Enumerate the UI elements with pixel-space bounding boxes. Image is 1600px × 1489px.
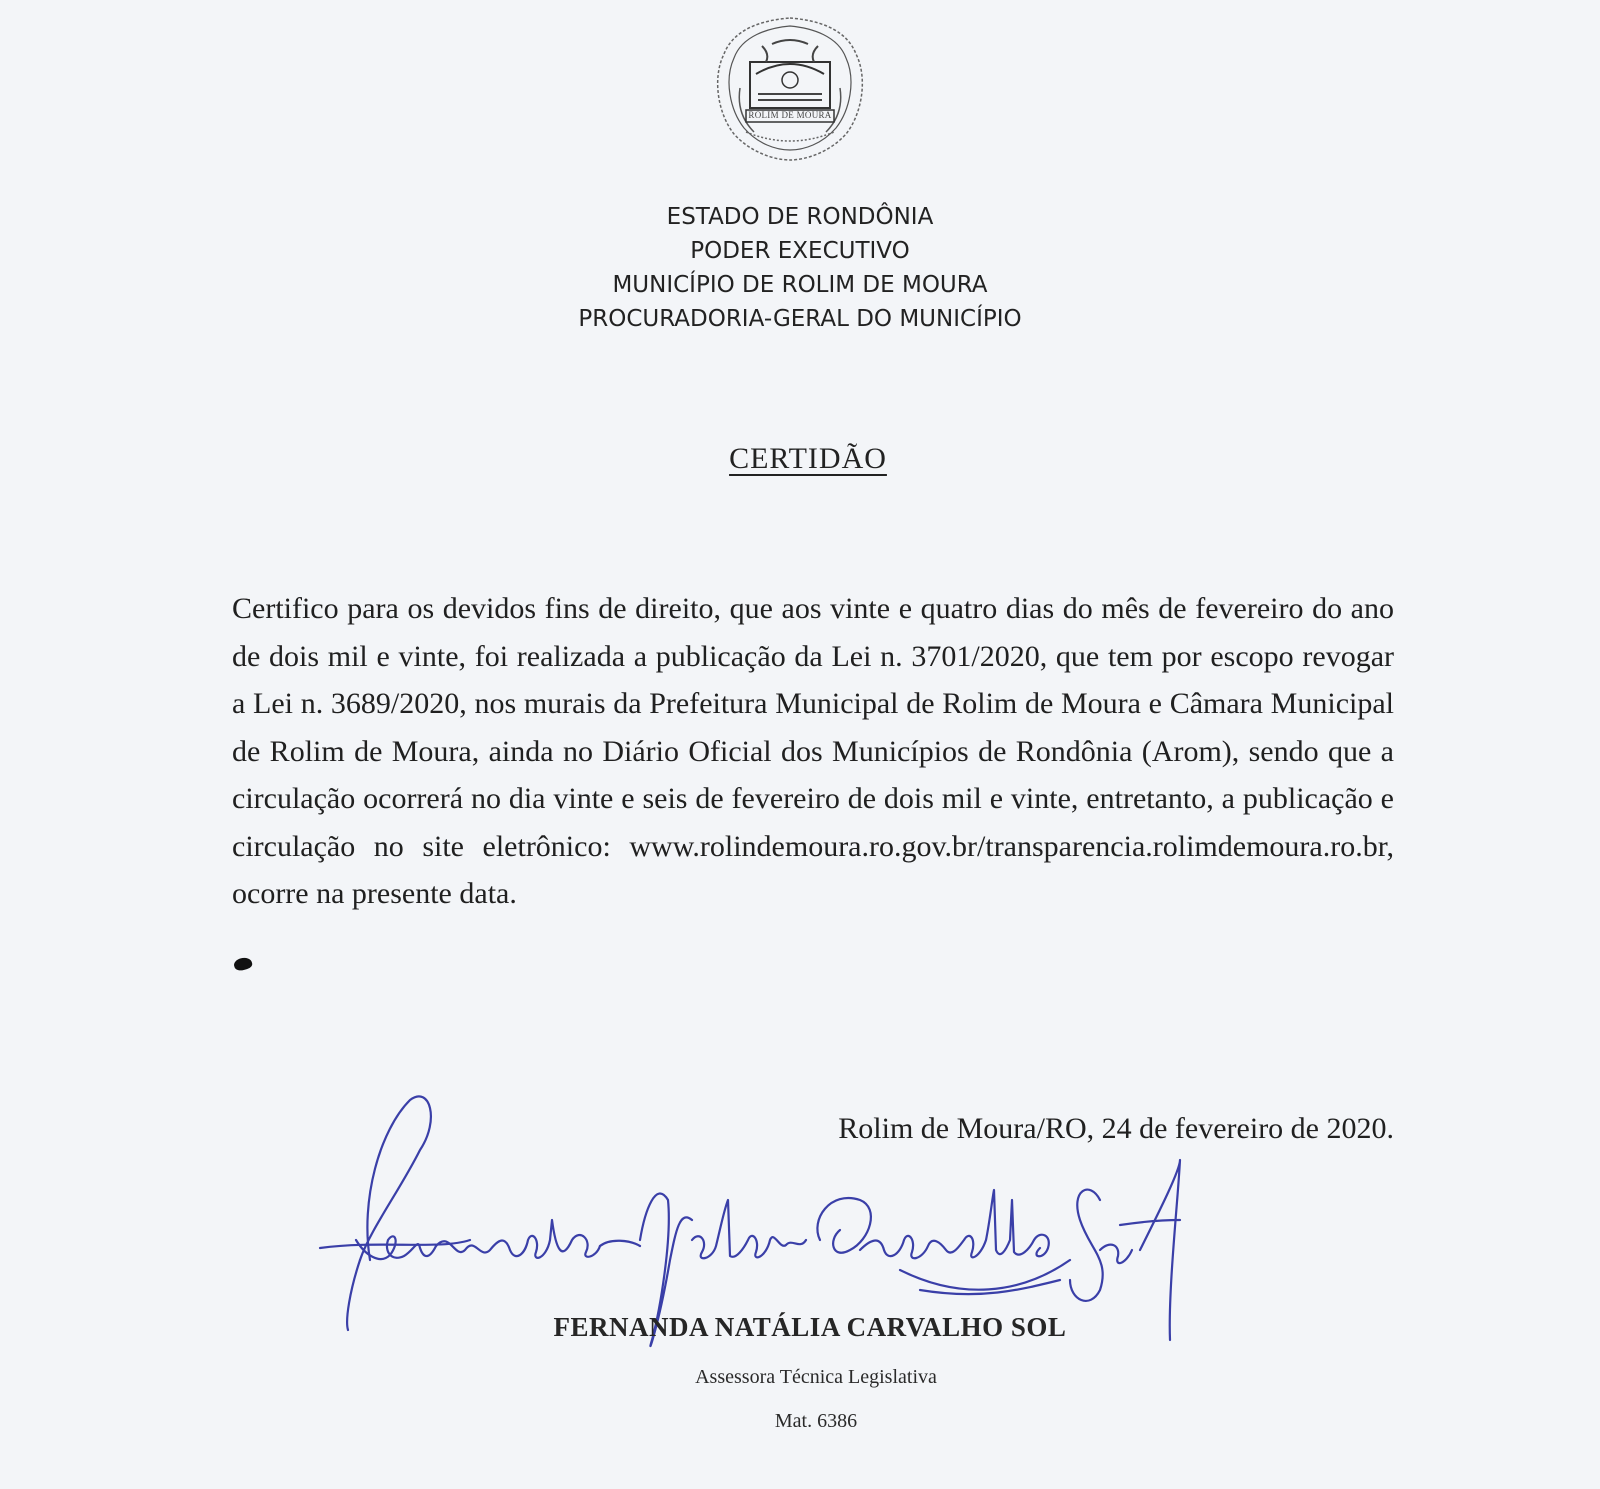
ink-blot xyxy=(233,956,253,972)
seal-label: ROLIM DE MOURA xyxy=(748,110,832,120)
date-line: Rolim de Moura/RO, 24 de fevereiro de 2020. xyxy=(838,1112,1394,1145)
header-department: PROCURADORIA-GERAL DO MUNICÍPIO xyxy=(578,306,1022,332)
signatory-registration: Mat. 6386 xyxy=(774,1410,858,1432)
header-state: ESTADO DE RONDÔNIA xyxy=(666,204,934,230)
signatory-name: FERNANDA NATÁLIA CARVALHO SOL xyxy=(553,1312,1067,1342)
certificate-body: Certifico para os devidos fins de direito, que aos vinte e quatro dias do mês de fevereiro do ano de dois mil e vinte, foi realizada a publicação da Lei n. 3701/2020, que tem por escopo revogar a Lei n. 3689/2020, nos murais da Prefeitura Municipal de Rolim de Moura e Câmara Municipal de Rolim de Moura, ainda no Diário Oficial dos Municípios de Rondônia (Arom), sendo que a circulação ocorrerá no dia vinte e seis de fevereiro de dois mil e vinte, entretanto, a publicação e circulação no site eletrônico: www.rolindemoura.ro.gov.br/transparencia.rolimdemoura.ro.br, ocorre na presente data. xyxy=(232,592,1394,910)
header-municipality: MUNICÍPIO DE ROLIM DE MOURA xyxy=(612,272,988,298)
signatory-role: Assessora Técnica Legislativa xyxy=(695,1366,937,1388)
header-power: PODER EXECUTIVO xyxy=(690,238,910,264)
document-header xyxy=(0,200,1600,336)
document-title-text: CERTIDÃO xyxy=(729,442,887,475)
municipal-seal xyxy=(706,14,874,164)
seal-emblem-icon xyxy=(706,14,874,164)
document-title xyxy=(0,442,1600,476)
